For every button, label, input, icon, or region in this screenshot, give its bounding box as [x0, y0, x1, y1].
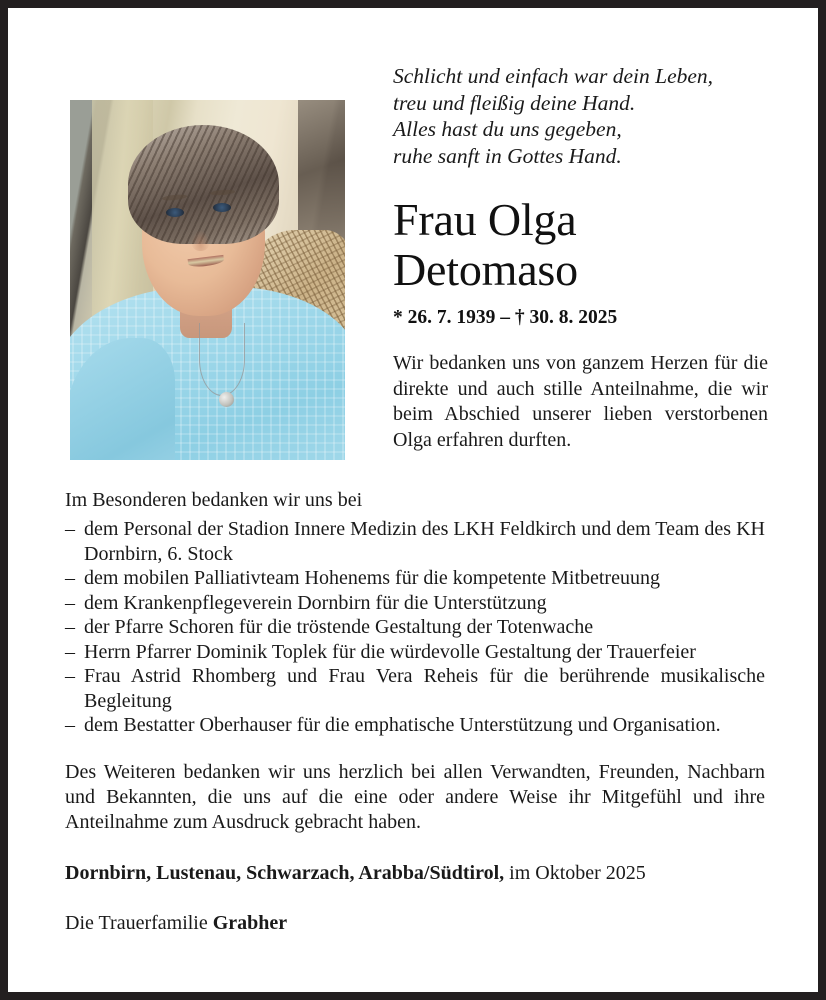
family-prefix: Die Trauerfamilie [65, 911, 213, 934]
closing-paragraph: Des Weiteren bedanken wir uns herzlich bei allen Verwandten, Freunden, Nachbarn und Bekannten, die uns auf die eine oder andere Weise ihr Mitgefühl und ihre Anteilnahme zum Ausdruck gebracht haben. [65, 760, 765, 833]
thanks-list-item-text: dem Krankenpflegeverein Dornbirn für die Unterstützung [84, 591, 547, 614]
poem-line-4: ruhe sanft in Gottes Hand. [393, 143, 622, 168]
list-dash-marker: – [65, 616, 75, 638]
list-dash-marker: – [65, 518, 75, 540]
thanks-list-item [65, 517, 765, 566]
deceased-name [393, 195, 768, 295]
mourning-family-line [65, 911, 765, 936]
poem-line-1: Schlicht und einfach war dein Leben, [393, 64, 714, 88]
photo-hair [128, 125, 279, 244]
list-dash-marker: – [65, 714, 75, 736]
notice-paper [8, 8, 818, 992]
top-area [8, 8, 818, 463]
photo-eye-right [213, 203, 231, 212]
list-dash-marker: – [65, 640, 75, 663]
notice-month-year: im Oktober 2025 [504, 861, 646, 884]
deceased-name-line-1: Frau Olga [393, 194, 577, 245]
thanks-list-item [65, 713, 765, 738]
photo-necklace-pendant [219, 392, 234, 407]
thanks-list-lead: Im Besonderen bedanken wir uns bei [65, 489, 363, 511]
right-column [393, 8, 768, 453]
thanks-list-item [65, 664, 765, 713]
places-and-date-line [65, 861, 765, 886]
thanks-list-item [65, 591, 765, 616]
family-surname: Grabher [212, 911, 288, 934]
thanks-intro-paragraph: Wir bedanken uns von ganzem Herzen für die direkte und auch stille Anteilnahme, die wir beim Abschied unserer lieben verstorbenen Olga erfahren durften. [393, 352, 768, 451]
thanks-list-item [65, 566, 765, 591]
body-block [65, 488, 765, 936]
list-dash-marker: – [65, 591, 75, 614]
list-dash-marker: – [65, 567, 75, 589]
thanks-list [65, 517, 765, 738]
poem-line-3: Alles hast du uns gegeben, [393, 117, 622, 141]
thanks-list-item-text: dem Personal der Stadion Innere Medizin des LKH Feldkirch und dem Team des KH Dornbirn, 6. Stock [84, 518, 765, 565]
thanks-list-item [65, 640, 765, 665]
thanks-list-item [65, 615, 765, 640]
thanks-list-item-text: der Pfarre Schoren für die tröstende Gestaltung der Totenwache [84, 616, 594, 638]
list-dash-marker: – [65, 665, 75, 687]
poem-line-2: treu und fleißig deine Hand. [393, 90, 636, 115]
photo-nose [191, 230, 210, 252]
places-names: Dornbirn, Lustenau, Schwarzach, Arabba/Südtirol, [65, 861, 505, 884]
birth-death-dates: * 26. 7. 1939 – † 30. 8. 2025 [393, 307, 618, 328]
memorial-poem [393, 63, 768, 169]
thanks-list-item-text: Frau Astrid Rhomberg und Frau Vera Reheis für die berührende musikalische Begleitung [84, 665, 765, 712]
thanks-list-item-text: dem mobilen Palliativteam Hohenems für die kompetente Mitbetreuung [84, 567, 660, 589]
deceased-name-line-2: Detomaso [393, 244, 578, 295]
thanks-list-item-text: Herrn Pfarrer Dominik Toplek für die würdevolle Gestaltung der Trauerfeier [84, 640, 696, 663]
portrait-photo [70, 100, 345, 460]
thanks-list-item-text: dem Bestatter Oberhauser für die emphatische Unterstützung und Organisation. [84, 714, 721, 736]
